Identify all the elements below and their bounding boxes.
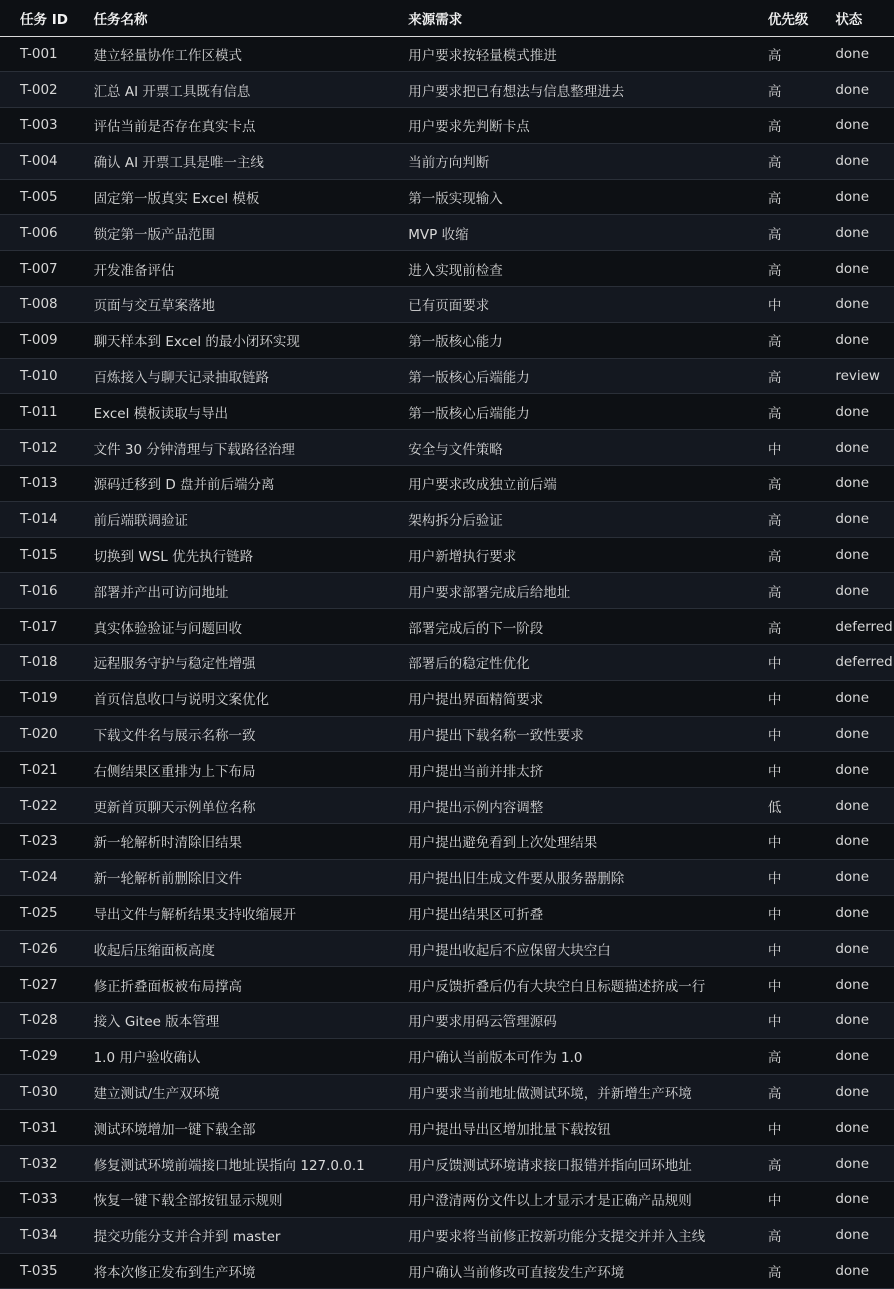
cell-task-id: T-024 (0, 859, 74, 895)
header-status[interactable]: 状态 (815, 0, 894, 36)
table-row[interactable] (0, 537, 894, 573)
cell-source: 用户要求将当前修正按新功能分支提交并并入主线 (388, 1217, 747, 1253)
header-source[interactable]: 来源需求 (388, 0, 747, 36)
cell-priority: 高 (747, 537, 815, 573)
cell-status: done (815, 72, 894, 108)
cell-task-name: 源码迁移到 D 盘并前后端分离 (74, 466, 389, 502)
cell-status: deferred (815, 609, 894, 645)
cell-task-id: T-026 (0, 931, 74, 967)
cell-task-name: 确认 AI 开票工具是唯一主线 (74, 143, 389, 179)
cell-priority: 中 (747, 967, 815, 1003)
cell-task-name: Excel 模板读取与导出 (74, 394, 389, 430)
cell-status: done (815, 1146, 894, 1182)
table-row[interactable] (0, 752, 894, 788)
cell-task-name: 真实体验验证与问题回收 (74, 609, 389, 645)
cell-task-id: T-028 (0, 1003, 74, 1039)
cell-source: 用户提出收起后不应保留大块空白 (388, 931, 747, 967)
header-task-name[interactable]: 任务名称 (74, 0, 389, 36)
table-row[interactable] (0, 931, 894, 967)
cell-source: 第一版核心后端能力 (388, 394, 747, 430)
table-row[interactable] (0, 251, 894, 287)
cell-task-name: 提交功能分支并合并到 master (74, 1217, 389, 1253)
cell-task-id: T-001 (0, 36, 74, 72)
header-row (0, 0, 894, 36)
table-row[interactable] (0, 573, 894, 609)
cell-priority: 高 (747, 501, 815, 537)
cell-source: 第一版核心能力 (388, 322, 747, 358)
cell-task-name: 部署并产出可访问地址 (74, 573, 389, 609)
cell-source: 用户要求用码云管理源码 (388, 1003, 747, 1039)
cell-priority: 高 (747, 358, 815, 394)
cell-task-name: 接入 Gitee 版本管理 (74, 1003, 389, 1039)
table-row[interactable] (0, 72, 894, 108)
cell-priority: 中 (747, 1003, 815, 1039)
table-row[interactable] (0, 895, 894, 931)
cell-source: 用户确认当前修改可直接发生产环境 (388, 1253, 747, 1289)
cell-status: done (815, 967, 894, 1003)
cell-priority: 中 (747, 680, 815, 716)
cell-status: done (815, 501, 894, 537)
cell-status: done (815, 1003, 894, 1039)
table-row[interactable] (0, 322, 894, 358)
cell-priority: 高 (747, 108, 815, 144)
table-row[interactable] (0, 215, 894, 251)
cell-task-id: T-033 (0, 1182, 74, 1218)
cell-task-id: T-018 (0, 645, 74, 681)
cell-priority: 高 (747, 466, 815, 502)
cell-status: done (815, 716, 894, 752)
cell-source: 用户提出避免看到上次处理结果 (388, 824, 747, 860)
cell-priority: 低 (747, 788, 815, 824)
cell-task-id: T-015 (0, 537, 74, 573)
cell-task-name: 固定第一版真实 Excel 模板 (74, 179, 389, 215)
cell-source: 用户提出当前并排太挤 (388, 752, 747, 788)
cell-status: done (815, 1217, 894, 1253)
table-row[interactable] (0, 1003, 894, 1039)
cell-source: 架构拆分后验证 (388, 501, 747, 537)
cell-task-name: 首页信息收口与说明文案优化 (74, 680, 389, 716)
cell-task-id: T-014 (0, 501, 74, 537)
cell-source: 用户提出下载名称一致性要求 (388, 716, 747, 752)
table-row[interactable] (0, 788, 894, 824)
cell-task-name: 下载文件名与展示名称一致 (74, 716, 389, 752)
table-row[interactable] (0, 466, 894, 502)
cell-priority: 中 (747, 645, 815, 681)
cell-source: 用户提出旧生成文件要从服务器删除 (388, 859, 747, 895)
cell-task-id: T-006 (0, 215, 74, 251)
cell-task-name: 开发准备评估 (74, 251, 389, 287)
table-row[interactable] (0, 36, 894, 72)
cell-task-id: T-007 (0, 251, 74, 287)
cell-priority: 高 (747, 215, 815, 251)
cell-status: done (815, 430, 894, 466)
cell-source: 用户要求按轻量模式推进 (388, 36, 747, 72)
cell-status: done (815, 1182, 894, 1218)
cell-task-id: T-012 (0, 430, 74, 466)
cell-priority: 中 (747, 752, 815, 788)
table-row[interactable] (0, 501, 894, 537)
cell-status: done (815, 752, 894, 788)
cell-status: done (815, 1110, 894, 1146)
cell-task-id: T-020 (0, 716, 74, 752)
cell-task-name: 文件 30 分钟清理与下载路径治理 (74, 430, 389, 466)
cell-status: done (815, 537, 894, 573)
cell-source: 用户提出示例内容调整 (388, 788, 747, 824)
table-row[interactable] (0, 358, 894, 394)
cell-source: MVP 收缩 (388, 215, 747, 251)
table-row[interactable] (0, 1110, 894, 1146)
cell-source: 安全与文件策略 (388, 430, 747, 466)
cell-task-id: T-008 (0, 287, 74, 323)
cell-task-id: T-034 (0, 1217, 74, 1253)
table-row[interactable] (0, 1038, 894, 1074)
cell-task-name: 修正折叠面板被布局撑高 (74, 967, 389, 1003)
cell-priority: 高 (747, 573, 815, 609)
cell-priority: 高 (747, 1253, 815, 1289)
cell-priority: 中 (747, 716, 815, 752)
cell-priority: 高 (747, 1146, 815, 1182)
cell-status: done (815, 322, 894, 358)
cell-source: 用户提出结果区可折叠 (388, 895, 747, 931)
table-row[interactable] (0, 179, 894, 215)
cell-task-name: 测试环境增加一键下载全部 (74, 1110, 389, 1146)
cell-task-name: 汇总 AI 开票工具既有信息 (74, 72, 389, 108)
cell-task-id: T-017 (0, 609, 74, 645)
cell-status: done (815, 179, 894, 215)
cell-source: 部署后的稳定性优化 (388, 645, 747, 681)
cell-task-id: T-030 (0, 1074, 74, 1110)
cell-priority: 中 (747, 1110, 815, 1146)
table-row[interactable] (0, 108, 894, 144)
header-priority[interactable]: 优先级 (747, 0, 815, 36)
cell-task-name: 评估当前是否存在真实卡点 (74, 108, 389, 144)
cell-task-name: 页面与交互草案落地 (74, 287, 389, 323)
cell-status: done (815, 394, 894, 430)
cell-source: 用户要求当前地址做测试环境，并新增生产环境 (388, 1074, 747, 1110)
table-row[interactable] (0, 967, 894, 1003)
cell-priority: 中 (747, 931, 815, 967)
table-row[interactable] (0, 824, 894, 860)
cell-status: done (815, 573, 894, 609)
cell-priority: 高 (747, 322, 815, 358)
cell-task-id: T-025 (0, 895, 74, 931)
cell-status: done (815, 251, 894, 287)
cell-task-name: 前后端联调验证 (74, 501, 389, 537)
cell-source: 用户要求改成独立前后端 (388, 466, 747, 502)
cell-task-name: 将本次修正发布到生产环境 (74, 1253, 389, 1289)
cell-status: done (815, 215, 894, 251)
table-row[interactable] (0, 287, 894, 323)
cell-priority: 中 (747, 1182, 815, 1218)
cell-task-id: T-016 (0, 573, 74, 609)
table-row[interactable] (0, 1074, 894, 1110)
cell-priority: 高 (747, 1217, 815, 1253)
table-row[interactable] (0, 609, 894, 645)
cell-task-id: T-010 (0, 358, 74, 394)
table-row[interactable] (0, 680, 894, 716)
table-body (0, 36, 894, 1289)
cell-source: 当前方向判断 (388, 143, 747, 179)
cell-task-id: T-002 (0, 72, 74, 108)
cell-source: 用户确认当前版本可作为 1.0 (388, 1038, 747, 1074)
cell-task-name: 聊天样本到 Excel 的最小闭环实现 (74, 322, 389, 358)
cell-task-name: 建立轻量协作工作区模式 (74, 36, 389, 72)
cell-source: 第一版核心后端能力 (388, 358, 747, 394)
table-row[interactable] (0, 1146, 894, 1182)
cell-task-name: 更新首页聊天示例单位名称 (74, 788, 389, 824)
cell-priority: 高 (747, 1074, 815, 1110)
cell-priority: 高 (747, 143, 815, 179)
cell-source: 进入实现前检查 (388, 251, 747, 287)
cell-source: 已有页面要求 (388, 287, 747, 323)
cell-source: 第一版实现输入 (388, 179, 747, 215)
cell-source: 用户要求部署完成后给地址 (388, 573, 747, 609)
cell-task-name: 百炼接入与聊天记录抽取链路 (74, 358, 389, 394)
table-header (0, 0, 894, 36)
cell-status: done (815, 287, 894, 323)
cell-task-id: T-031 (0, 1110, 74, 1146)
cell-priority: 中 (747, 859, 815, 895)
cell-task-id: T-013 (0, 466, 74, 502)
cell-priority: 高 (747, 251, 815, 287)
cell-task-id: T-019 (0, 680, 74, 716)
cell-priority: 高 (747, 36, 815, 72)
cell-source: 用户要求先判断卡点 (388, 108, 747, 144)
table-row[interactable] (0, 143, 894, 179)
cell-status: done (815, 895, 894, 931)
table-row[interactable] (0, 645, 894, 681)
table-row[interactable] (0, 1217, 894, 1253)
cell-status: review (815, 358, 894, 394)
cell-source: 用户反馈测试环境请求接口报错并指向回环地址 (388, 1146, 747, 1182)
cell-task-name: 修复测试环境前端接口地址误指向 127.0.0.1 (74, 1146, 389, 1182)
cell-task-name: 恢复一键下载全部按钮显示规则 (74, 1182, 389, 1218)
cell-source: 用户反馈折叠后仍有大块空白且标题描述挤成一行 (388, 967, 747, 1003)
cell-status: done (815, 108, 894, 144)
cell-status: done (815, 931, 894, 967)
cell-status: done (815, 36, 894, 72)
cell-priority: 高 (747, 72, 815, 108)
cell-task-id: T-029 (0, 1038, 74, 1074)
cell-task-name: 新一轮解析前删除旧文件 (74, 859, 389, 895)
cell-source: 用户澄清两份文件以上才显示才是正确产品规则 (388, 1182, 747, 1218)
cell-source: 用户要求把已有想法与信息整理进去 (388, 72, 747, 108)
cell-task-name: 收起后压缩面板高度 (74, 931, 389, 967)
table-row[interactable] (0, 430, 894, 466)
cell-priority: 中 (747, 824, 815, 860)
cell-status: done (815, 1074, 894, 1110)
cell-task-id: T-032 (0, 1146, 74, 1182)
cell-priority: 中 (747, 895, 815, 931)
cell-status: done (815, 466, 894, 502)
cell-task-name: 新一轮解析时清除旧结果 (74, 824, 389, 860)
header-task-id[interactable]: 任务 ID (0, 0, 74, 36)
cell-status: done (815, 859, 894, 895)
cell-priority: 高 (747, 179, 815, 215)
cell-priority: 中 (747, 287, 815, 323)
cell-task-id: T-021 (0, 752, 74, 788)
cell-task-name: 导出文件与解析结果支持收缩展开 (74, 895, 389, 931)
cell-status: done (815, 143, 894, 179)
cell-status: deferred (815, 645, 894, 681)
cell-task-id: T-004 (0, 143, 74, 179)
cell-task-id: T-022 (0, 788, 74, 824)
cell-source: 用户新增执行要求 (388, 537, 747, 573)
table-row[interactable] (0, 1182, 894, 1218)
table-row[interactable] (0, 716, 894, 752)
cell-status: done (815, 680, 894, 716)
cell-task-name: 右侧结果区重排为上下布局 (74, 752, 389, 788)
cell-task-name: 建立测试/生产双环境 (74, 1074, 389, 1110)
cell-task-id: T-005 (0, 179, 74, 215)
cell-task-id: T-035 (0, 1253, 74, 1289)
cell-task-id: T-023 (0, 824, 74, 860)
cell-task-id: T-011 (0, 394, 74, 430)
cell-task-name: 切换到 WSL 优先执行链路 (74, 537, 389, 573)
cell-source: 部署完成后的下一阶段 (388, 609, 747, 645)
table-row[interactable] (0, 859, 894, 895)
cell-task-name: 1.0 用户验收确认 (74, 1038, 389, 1074)
cell-source: 用户提出界面精简要求 (388, 680, 747, 716)
table-row[interactable] (0, 1253, 894, 1289)
cell-status: done (815, 1253, 894, 1289)
cell-status: done (815, 1038, 894, 1074)
cell-task-name: 远程服务守护与稳定性增强 (74, 645, 389, 681)
cell-source: 用户提出导出区增加批量下载按钮 (388, 1110, 747, 1146)
cell-priority: 中 (747, 430, 815, 466)
cell-task-name: 锁定第一版产品范围 (74, 215, 389, 251)
cell-task-id: T-003 (0, 108, 74, 144)
cell-priority: 高 (747, 1038, 815, 1074)
cell-priority: 高 (747, 394, 815, 430)
cell-status: done (815, 788, 894, 824)
cell-priority: 高 (747, 609, 815, 645)
cell-status: done (815, 824, 894, 860)
table-row[interactable] (0, 394, 894, 430)
cell-task-id: T-009 (0, 322, 74, 358)
cell-task-id: T-027 (0, 967, 74, 1003)
